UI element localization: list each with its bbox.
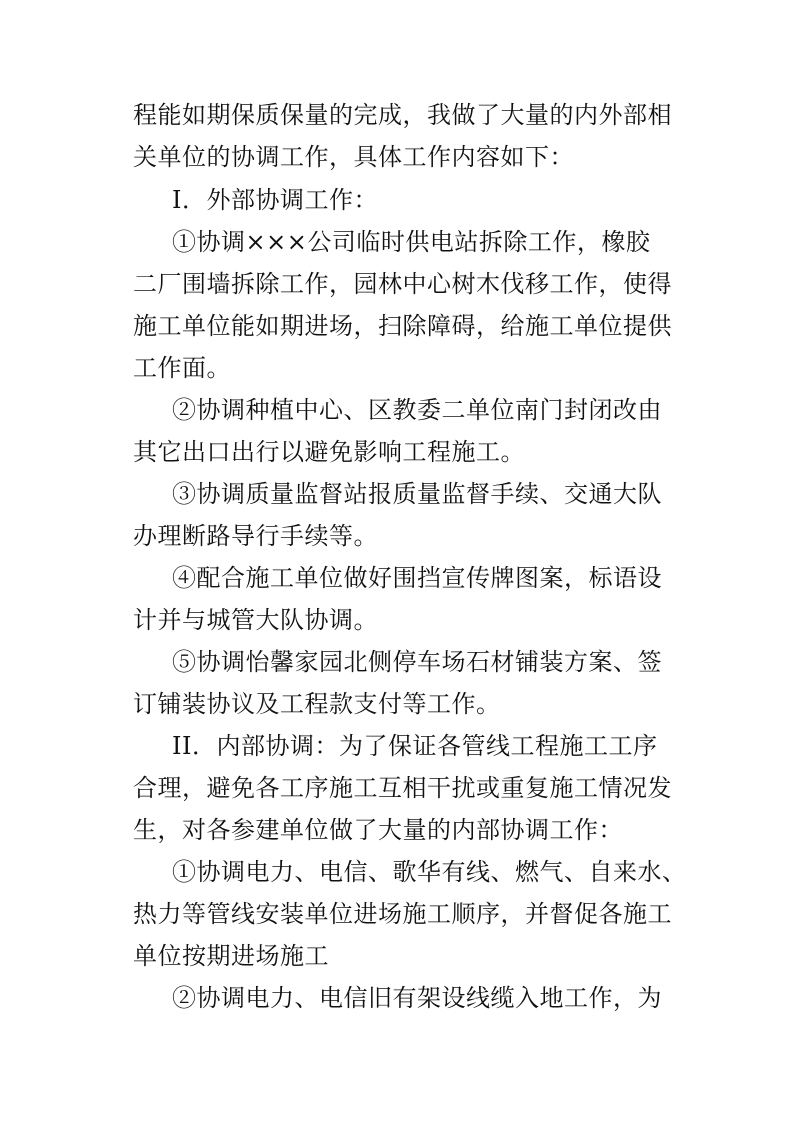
text-line: ②协调电力、电信旧有架设线缆入地工作，为 <box>172 984 662 1012</box>
text-line: ②协调种植中心、区教委二单位南门封闭改由 <box>172 396 662 424</box>
text-line: ①协调×××公司临时供电站拆除工作，橡胶 <box>172 228 651 256</box>
text-line: 热力等管线安装单位进场施工顺序，并督促各施工 <box>133 900 672 928</box>
text-line: 其它出口出行以避免影响工程施工。 <box>133 438 525 466</box>
text-line: 生，对各参建单位做了大量的内部协调工作： <box>133 816 623 844</box>
text-line: 程能如期保质保量的完成，我做了大量的内外部相 <box>133 101 672 129</box>
text-line: 二厂围墙拆除工作，园林中心树木伐移工作，使得 <box>133 270 672 298</box>
section-heading-internal: II．内部协调：为了保证各管线工程施工工序 <box>172 732 658 760</box>
text-line: 计并与城管大队协调。 <box>133 606 378 634</box>
text-line: ④配合施工单位做好围挡宣传牌图案，标语设 <box>172 564 662 592</box>
text-line: ①协调电力、电信、歌华有线、燃气、自来水、 <box>172 858 687 886</box>
text-line: 施工单位能如期进场，扫除障碍，给施工单位提供 <box>133 312 672 340</box>
text-line: 关单位的协调工作，具体工作内容如下： <box>133 143 574 171</box>
text-line: 合理，避免各工序施工互相干扰或重复施工情况发 <box>133 774 672 802</box>
text-line: ③协调质量监督站报质量监督手续、交通大队 <box>172 480 662 508</box>
text-line: 单位按期进场施工 <box>133 942 329 970</box>
text-line: 工作面。 <box>133 354 231 382</box>
text-line: 订铺装协议及工程款支付等工作。 <box>133 690 501 718</box>
text-line: ⑤协调怡馨家园北侧停车场石材铺装方案、签 <box>172 648 662 676</box>
text-line: 办理断路导行手续等。 <box>133 522 378 550</box>
section-heading-external: I．外部协调工作： <box>172 186 378 214</box>
